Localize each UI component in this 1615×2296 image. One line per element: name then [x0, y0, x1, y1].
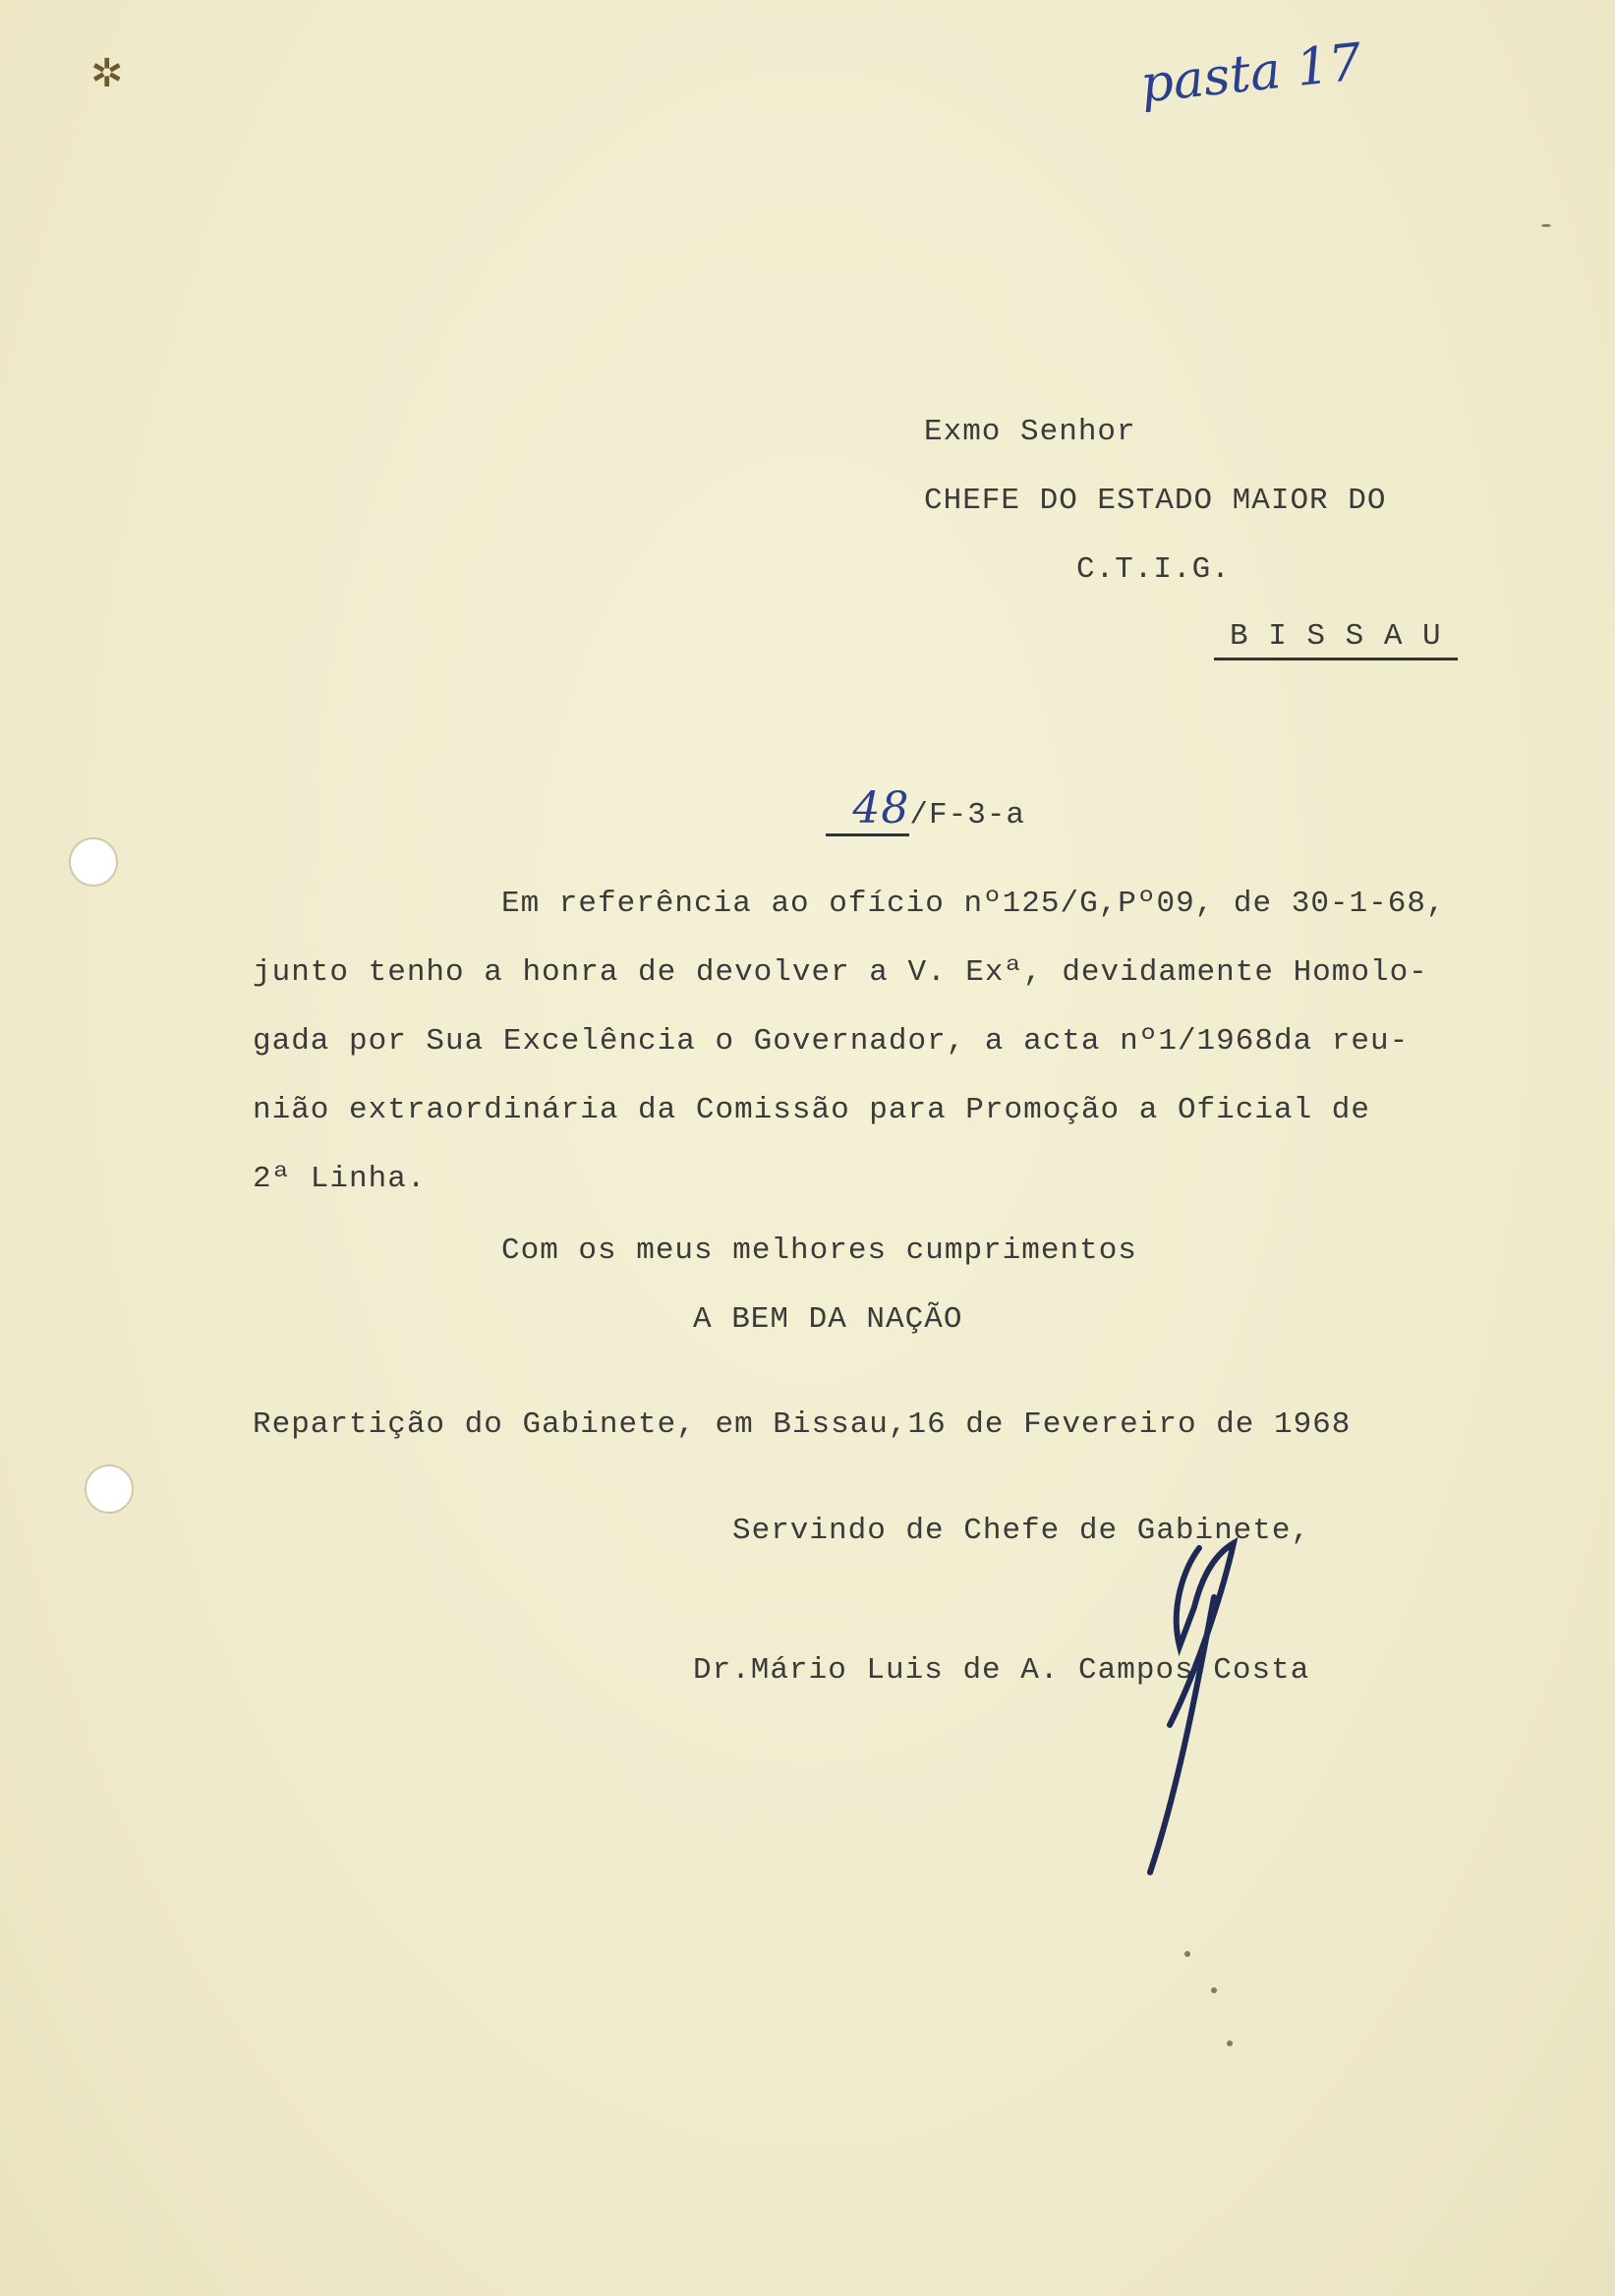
signatory-role: Servindo de Chefe de Gabinete,: [732, 1514, 1311, 1548]
reference-line: [749, 749, 1025, 871]
addressee-title: CHEFE DO ESTADO MAIOR DO: [924, 484, 1387, 518]
closing-motto: A BEM DA NAÇÃO: [693, 1302, 963, 1337]
body-line-3: gada por Sua Excelência o Governador, a acta nº1/1968da reu-: [253, 1024, 1410, 1059]
handwritten-note: pasta 17: [1137, 32, 1365, 115]
binder-hole-bottom: [85, 1464, 134, 1514]
body-line-5: 2ª Linha.: [253, 1162, 427, 1196]
addressee-unit: C.T.I.G.: [1076, 552, 1231, 587]
paper-speck: [1211, 1987, 1217, 1993]
addressee-city: B I S S A U: [1214, 619, 1458, 660]
body-line-2: junto tenho a honra de devolver a V. Exª, devidamente Homolo-: [253, 955, 1428, 990]
addressee-salutation: Exmo Senhor: [924, 415, 1136, 449]
body-line-1: Em referência ao ofício nº125/G,Pº09, de 30-1-68,: [501, 887, 1446, 921]
signatory-name: Dr.Mário Luis de A. Campos Costa: [693, 1653, 1310, 1688]
paper-speck: [1541, 224, 1551, 227]
closing-greeting: Com os meus melhores cumprimentos: [501, 1234, 1137, 1268]
reference-code: /F-3-a: [909, 798, 1026, 832]
ink-stain-icon: ✲: [90, 51, 124, 96]
handwritten-signature-icon: [1140, 1528, 1258, 1882]
paper-speck: [1227, 2040, 1233, 2046]
reference-number: 48: [826, 783, 909, 836]
body-line-4: nião extraordinária da Comissão para Promoção a Oficial de: [253, 1093, 1370, 1127]
binder-hole-top: [69, 837, 118, 887]
place-date: Repartição do Gabinete, em Bissau,16 de Fevereiro de 1968: [253, 1407, 1352, 1442]
paper-speck: [1184, 1951, 1190, 1957]
